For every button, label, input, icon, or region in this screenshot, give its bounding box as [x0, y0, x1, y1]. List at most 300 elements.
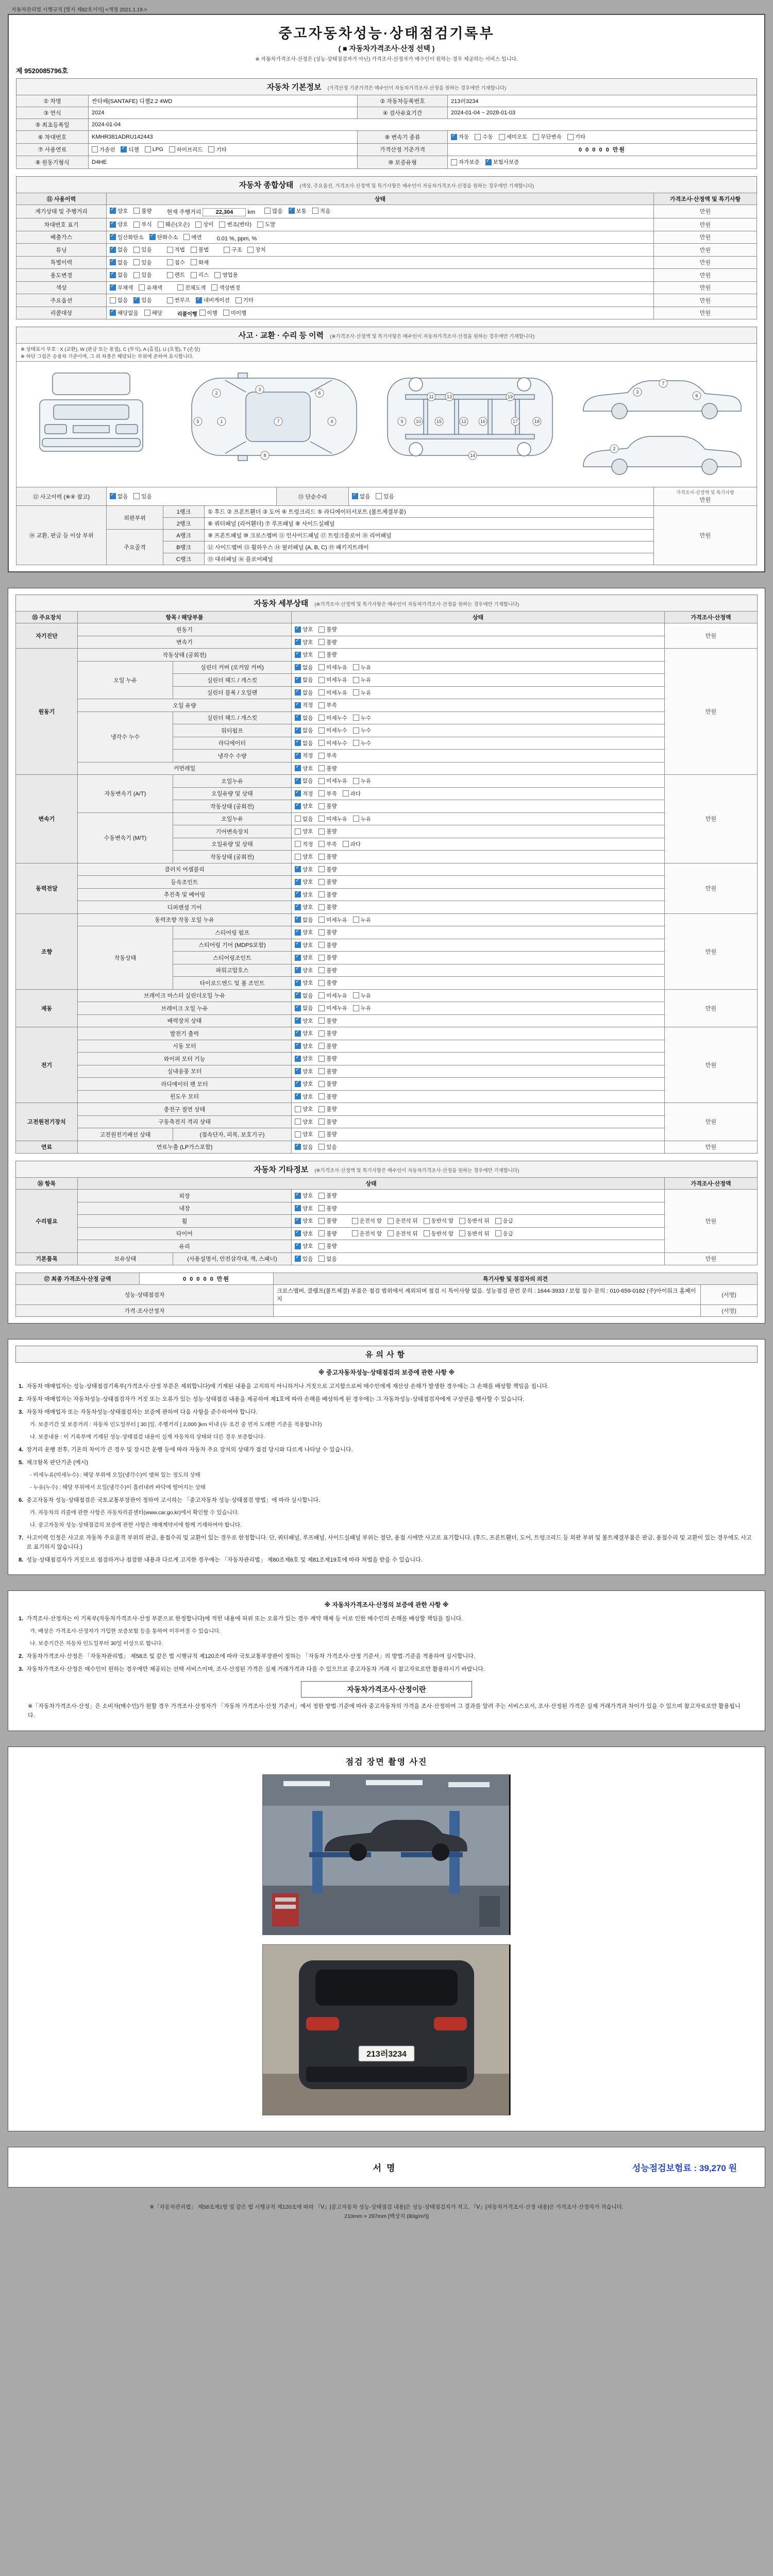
checkbox-option[interactable]: [318, 689, 347, 697]
checkbox[interactable]: [567, 134, 574, 140]
checkbox[interactable]: [167, 272, 173, 278]
checkbox[interactable]: [295, 828, 301, 835]
checkbox[interactable]: [295, 942, 301, 948]
checkbox-option[interactable]: [318, 802, 337, 810]
checkbox[interactable]: [318, 702, 325, 708]
checkbox[interactable]: [318, 1230, 325, 1236]
checkbox-option[interactable]: [495, 1217, 513, 1225]
checkbox-option[interactable]: [295, 1004, 313, 1012]
checkbox-option[interactable]: [485, 158, 519, 166]
checkbox[interactable]: [196, 297, 202, 303]
checkbox-option[interactable]: [196, 296, 230, 304]
checkbox-option[interactable]: [376, 493, 394, 500]
checkbox-option[interactable]: [219, 221, 251, 228]
checkbox[interactable]: [295, 854, 301, 860]
checkbox-option[interactable]: [144, 309, 162, 317]
checkbox-option[interactable]: [353, 739, 371, 747]
checkbox-option[interactable]: [295, 941, 313, 949]
checkbox[interactable]: [133, 493, 140, 499]
checkbox[interactable]: [318, 778, 325, 784]
checkbox-option[interactable]: [110, 309, 139, 317]
checkbox[interactable]: [353, 715, 359, 721]
checkbox[interactable]: [318, 1005, 325, 1011]
checkbox[interactable]: [318, 854, 325, 860]
checkbox-option[interactable]: [133, 221, 152, 228]
checkbox[interactable]: [318, 1144, 325, 1150]
checkbox[interactable]: [295, 816, 301, 822]
checkbox-option[interactable]: [295, 903, 313, 911]
checkbox-option[interactable]: [318, 1192, 337, 1199]
checkbox-option[interactable]: [353, 1004, 371, 1012]
checkbox[interactable]: [177, 284, 183, 291]
checkbox[interactable]: [295, 917, 301, 923]
checkbox-option[interactable]: [318, 1255, 337, 1263]
checkbox[interactable]: [353, 727, 359, 734]
checkbox-option[interactable]: [353, 777, 371, 785]
checkbox-option[interactable]: [295, 1067, 313, 1075]
checkbox-option[interactable]: [318, 891, 337, 899]
checkbox[interactable]: [459, 1230, 465, 1236]
checkbox[interactable]: [451, 159, 457, 165]
checkbox[interactable]: [158, 222, 164, 228]
checkbox[interactable]: [295, 1230, 301, 1236]
checkbox-option[interactable]: [295, 625, 313, 633]
checkbox[interactable]: [247, 247, 254, 253]
checkbox-option[interactable]: [318, 840, 337, 848]
checkbox-option[interactable]: [295, 815, 313, 823]
checkbox-option[interactable]: [133, 296, 152, 304]
checkbox[interactable]: [318, 715, 325, 721]
checkbox[interactable]: [110, 259, 116, 265]
checkbox[interactable]: [295, 1256, 301, 1262]
checkbox-option[interactable]: [459, 1230, 490, 1238]
checkbox-option[interactable]: [295, 992, 313, 999]
checkbox[interactable]: [149, 234, 156, 240]
checkbox-option[interactable]: [312, 207, 330, 215]
checkbox-option[interactable]: [295, 765, 313, 772]
checkbox-option[interactable]: [158, 221, 190, 228]
checkbox[interactable]: [295, 677, 301, 683]
checkbox-option[interactable]: [195, 221, 213, 228]
checkbox-option[interactable]: [318, 726, 347, 734]
checkbox[interactable]: [167, 247, 173, 253]
checkbox-option[interactable]: [388, 1217, 418, 1225]
checkbox[interactable]: [353, 917, 359, 923]
checkbox[interactable]: [295, 664, 301, 670]
checkbox-option[interactable]: [353, 992, 371, 999]
checkbox[interactable]: [318, 1256, 325, 1262]
checkbox-option[interactable]: [295, 676, 313, 684]
checkbox-option[interactable]: [167, 259, 185, 266]
checkbox[interactable]: [295, 1131, 301, 1138]
checkbox-option[interactable]: [318, 1093, 337, 1100]
checkbox-option[interactable]: [295, 1029, 313, 1037]
checkbox-option[interactable]: [352, 1230, 382, 1238]
checkbox[interactable]: [191, 259, 197, 265]
checkbox[interactable]: [376, 493, 382, 499]
checkbox[interactable]: [318, 689, 325, 696]
checkbox-option[interactable]: [318, 1029, 337, 1037]
checkbox[interactable]: [219, 222, 225, 228]
checkbox-option[interactable]: [191, 246, 209, 253]
checkbox-option[interactable]: [318, 790, 337, 798]
checkbox-option[interactable]: [318, 1055, 337, 1062]
checkbox[interactable]: [318, 1030, 325, 1037]
checkbox-option[interactable]: [295, 979, 313, 987]
checkbox[interactable]: [295, 1144, 301, 1150]
checkbox[interactable]: [295, 803, 301, 809]
checkbox[interactable]: [318, 955, 325, 961]
checkbox-option[interactable]: [353, 689, 371, 697]
checkbox-option[interactable]: [121, 146, 139, 154]
checkbox-option[interactable]: [318, 992, 347, 999]
checkbox-option[interactable]: [295, 840, 313, 848]
checkbox-option[interactable]: [169, 146, 203, 154]
checkbox-option[interactable]: [295, 739, 313, 747]
checkbox[interactable]: [495, 1230, 501, 1236]
checkbox[interactable]: [295, 1218, 301, 1224]
checkbox[interactable]: [199, 310, 206, 316]
checkbox-option[interactable]: [295, 701, 313, 709]
checkbox-option[interactable]: [295, 916, 313, 924]
checkbox[interactable]: [352, 1218, 358, 1224]
checkbox[interactable]: [353, 778, 359, 784]
checkbox[interactable]: [295, 715, 301, 721]
checkbox-option[interactable]: [318, 1118, 337, 1126]
checkbox[interactable]: [312, 208, 318, 214]
checkbox-option[interactable]: [295, 891, 313, 899]
checkbox-option[interactable]: [295, 1042, 313, 1050]
checkbox-option[interactable]: [295, 802, 313, 810]
checkbox[interactable]: [236, 297, 242, 303]
checkbox[interactable]: [295, 702, 301, 708]
checkbox[interactable]: [318, 677, 325, 683]
checkbox[interactable]: [133, 272, 140, 278]
checkbox-option[interactable]: [318, 916, 347, 924]
checkbox-option[interactable]: [451, 133, 469, 141]
checkbox-option[interactable]: [318, 954, 337, 961]
checkbox[interactable]: [295, 1030, 301, 1037]
checkbox-option[interactable]: [318, 651, 337, 658]
checkbox-option[interactable]: [318, 1042, 337, 1050]
checkbox-option[interactable]: [145, 146, 163, 152]
checkbox-option[interactable]: [224, 246, 242, 253]
checkbox[interactable]: [318, 917, 325, 923]
checkbox-option[interactable]: [295, 1242, 313, 1250]
checkbox-option[interactable]: [149, 233, 178, 241]
checkbox-option[interactable]: [318, 676, 347, 684]
checkbox-option[interactable]: [208, 146, 226, 154]
checkbox[interactable]: [133, 222, 140, 228]
checkbox[interactable]: [318, 828, 325, 835]
checkbox-option[interactable]: [110, 271, 128, 279]
checkbox[interactable]: [318, 727, 325, 734]
checkbox-option[interactable]: [424, 1230, 454, 1238]
checkbox-option[interactable]: [295, 1130, 313, 1138]
checkbox[interactable]: [214, 272, 221, 278]
checkbox[interactable]: [318, 803, 325, 809]
checkbox[interactable]: [343, 841, 349, 847]
checkbox[interactable]: [388, 1218, 394, 1224]
checkbox[interactable]: [110, 493, 116, 499]
checkbox-option[interactable]: [167, 246, 185, 253]
checkbox[interactable]: [223, 310, 229, 316]
checkbox-option[interactable]: [318, 967, 337, 974]
checkbox-option[interactable]: [295, 967, 313, 974]
checkbox-option[interactable]: [318, 941, 337, 949]
checkbox[interactable]: [110, 284, 116, 291]
checkbox-option[interactable]: [343, 790, 361, 798]
checkbox-option[interactable]: [318, 664, 347, 671]
checkbox[interactable]: [295, 929, 301, 936]
checkbox-option[interactable]: [318, 1217, 337, 1225]
checkbox[interactable]: [145, 146, 151, 152]
checkbox-option[interactable]: [499, 133, 528, 141]
checkbox-option[interactable]: [318, 878, 337, 886]
checkbox[interactable]: [318, 904, 325, 910]
checkbox-option[interactable]: [459, 1217, 490, 1225]
checkbox-option[interactable]: [533, 133, 562, 141]
checkbox-option[interactable]: [295, 664, 313, 671]
checkbox-option[interactable]: [318, 777, 347, 785]
checkbox[interactable]: [318, 652, 325, 658]
checkbox[interactable]: [318, 1118, 325, 1125]
checkbox-option[interactable]: [318, 1242, 337, 1250]
checkbox-option[interactable]: [223, 309, 246, 317]
checkbox[interactable]: [343, 790, 349, 796]
checkbox-option[interactable]: [318, 903, 337, 911]
checkbox[interactable]: [318, 816, 325, 822]
checkbox[interactable]: [195, 222, 201, 228]
checkbox-option[interactable]: [295, 1093, 313, 1100]
checkbox[interactable]: [318, 626, 325, 633]
checkbox-option[interactable]: [295, 638, 313, 646]
checkbox[interactable]: [318, 1106, 325, 1112]
checkbox[interactable]: [318, 1193, 325, 1199]
checkbox-option[interactable]: [110, 233, 144, 241]
checkbox[interactable]: [110, 208, 116, 214]
checkbox-option[interactable]: [295, 1205, 313, 1212]
checkbox[interactable]: [167, 297, 173, 303]
checkbox-option[interactable]: [264, 207, 282, 215]
checkbox[interactable]: [495, 1218, 501, 1224]
checkbox-option[interactable]: [295, 777, 313, 785]
checkbox-option[interactable]: [183, 233, 201, 241]
checkbox-option[interactable]: [353, 815, 371, 823]
checkbox[interactable]: [353, 677, 359, 683]
checkbox-option[interactable]: [353, 664, 371, 671]
checkbox[interactable]: [318, 992, 325, 998]
checkbox[interactable]: [110, 297, 116, 303]
checkbox[interactable]: [295, 992, 301, 998]
checkbox-option[interactable]: [133, 259, 152, 266]
checkbox[interactable]: [121, 146, 127, 152]
checkbox-option[interactable]: [318, 1230, 337, 1238]
checkbox-option[interactable]: [191, 259, 209, 266]
checkbox[interactable]: [318, 639, 325, 645]
checkbox-option[interactable]: [295, 827, 313, 835]
checkbox-option[interactable]: [167, 296, 190, 304]
checkbox[interactable]: [110, 234, 116, 240]
checkbox-option[interactable]: [318, 1067, 337, 1075]
checkbox-option[interactable]: [318, 853, 337, 860]
checkbox[interactable]: [318, 740, 325, 746]
checkbox-option[interactable]: [295, 1105, 313, 1113]
checkbox-option[interactable]: [318, 1130, 337, 1138]
checkbox[interactable]: [318, 866, 325, 872]
checkbox[interactable]: [264, 208, 271, 214]
checkbox[interactable]: [208, 146, 214, 152]
checkbox-option[interactable]: [318, 979, 337, 987]
checkbox[interactable]: [295, 639, 301, 645]
checkbox[interactable]: [295, 778, 301, 784]
checkbox-option[interactable]: [295, 689, 313, 697]
checkbox-option[interactable]: [318, 1143, 337, 1151]
checkbox[interactable]: [353, 689, 359, 696]
checkbox[interactable]: [295, 689, 301, 696]
checkbox[interactable]: [133, 208, 140, 214]
checkbox[interactable]: [295, 980, 301, 986]
checkbox-option[interactable]: [451, 158, 480, 166]
checkbox[interactable]: [211, 284, 217, 291]
checkbox-option[interactable]: [567, 133, 585, 141]
checkbox-option[interactable]: [295, 1055, 313, 1062]
checkbox[interactable]: [353, 740, 359, 746]
checkbox-option[interactable]: [318, 866, 337, 873]
checkbox[interactable]: [352, 1230, 358, 1236]
checkbox[interactable]: [295, 904, 301, 910]
checkbox-option[interactable]: [295, 1230, 313, 1238]
checkbox-option[interactable]: [167, 271, 185, 279]
checkbox-option[interactable]: [295, 1118, 313, 1126]
checkbox[interactable]: [295, 790, 301, 796]
checkbox-option[interactable]: [295, 1255, 313, 1263]
checkbox-option[interactable]: [295, 714, 313, 722]
checkbox[interactable]: [183, 234, 190, 240]
checkbox[interactable]: [295, 1093, 301, 1099]
checkbox-option[interactable]: [318, 752, 337, 759]
checkbox-option[interactable]: [110, 259, 128, 266]
checkbox[interactable]: [169, 146, 175, 152]
checkbox-option[interactable]: [199, 309, 217, 317]
checkbox[interactable]: [352, 493, 358, 499]
checkbox[interactable]: [133, 297, 140, 303]
checkbox[interactable]: [295, 891, 301, 897]
checkbox-option[interactable]: [318, 638, 337, 646]
checkbox-option[interactable]: [295, 1143, 313, 1151]
checkbox-option[interactable]: [318, 701, 337, 709]
checkbox[interactable]: [318, 1243, 325, 1249]
checkbox-option[interactable]: [257, 221, 275, 228]
checkbox-option[interactable]: [318, 765, 337, 772]
checkbox[interactable]: [295, 740, 301, 746]
checkbox[interactable]: [459, 1218, 465, 1224]
checkbox[interactable]: [318, 1093, 325, 1099]
checkbox-option[interactable]: [214, 271, 238, 279]
checkbox[interactable]: [295, 753, 301, 759]
checkbox-option[interactable]: [295, 1017, 313, 1025]
checkbox-option[interactable]: [295, 853, 313, 860]
checkbox[interactable]: [295, 765, 301, 771]
checkbox[interactable]: [224, 247, 230, 253]
checkbox[interactable]: [295, 1081, 301, 1087]
checkbox[interactable]: [295, 1118, 301, 1125]
checkbox[interactable]: [318, 765, 325, 771]
checkbox[interactable]: [139, 284, 145, 291]
checkbox[interactable]: [191, 247, 197, 253]
checkbox-option[interactable]: [353, 676, 371, 684]
checkbox-option[interactable]: [139, 284, 162, 292]
checkbox[interactable]: [499, 134, 505, 140]
checkbox[interactable]: [318, 790, 325, 796]
checkbox[interactable]: [318, 841, 325, 847]
checkbox-option[interactable]: [295, 954, 313, 961]
checkbox-option[interactable]: [211, 284, 240, 292]
checkbox[interactable]: [318, 967, 325, 973]
checkbox-option[interactable]: [495, 1230, 513, 1238]
checkbox[interactable]: [318, 1081, 325, 1087]
checkbox[interactable]: [295, 1205, 301, 1211]
checkbox[interactable]: [485, 159, 492, 165]
checkbox-option[interactable]: [295, 1192, 313, 1199]
checkbox[interactable]: [318, 1218, 325, 1224]
checkbox-option[interactable]: [110, 284, 133, 292]
checkbox-option[interactable]: [318, 1105, 337, 1113]
checkbox[interactable]: [295, 1005, 301, 1011]
checkbox-option[interactable]: [318, 1205, 337, 1212]
checkbox-option[interactable]: [133, 271, 152, 279]
checkbox[interactable]: [353, 992, 359, 998]
checkbox[interactable]: [295, 652, 301, 658]
checkbox-option[interactable]: [318, 625, 337, 633]
checkbox[interactable]: [133, 259, 140, 265]
checkbox-option[interactable]: [110, 207, 128, 215]
checkbox-option[interactable]: [110, 493, 128, 500]
checkbox[interactable]: [451, 134, 457, 140]
checkbox[interactable]: [110, 272, 116, 278]
checkbox[interactable]: [110, 247, 116, 253]
checkbox[interactable]: [295, 866, 301, 872]
checkbox-option[interactable]: [318, 827, 337, 835]
checkbox[interactable]: [318, 1131, 325, 1138]
checkbox-option[interactable]: [352, 493, 370, 500]
checkbox[interactable]: [295, 626, 301, 633]
checkbox[interactable]: [533, 134, 539, 140]
checkbox[interactable]: [257, 222, 263, 228]
checkbox-option[interactable]: [247, 246, 265, 253]
checkbox[interactable]: [295, 1193, 301, 1199]
checkbox[interactable]: [295, 1068, 301, 1074]
checkbox-option[interactable]: [295, 752, 313, 759]
checkbox[interactable]: [318, 879, 325, 885]
checkbox-option[interactable]: [236, 296, 254, 304]
checkbox-option[interactable]: [353, 726, 371, 734]
checkbox-option[interactable]: [110, 296, 128, 304]
checkbox-option[interactable]: [92, 146, 115, 154]
checkbox[interactable]: [424, 1230, 430, 1236]
checkbox[interactable]: [318, 664, 325, 670]
checkbox-option[interactable]: [353, 916, 371, 924]
checkbox[interactable]: [475, 134, 481, 140]
checkbox-option[interactable]: [110, 246, 128, 253]
checkbox-option[interactable]: [295, 928, 313, 936]
checkbox[interactable]: [167, 259, 173, 265]
checkbox[interactable]: [318, 753, 325, 759]
checkbox-option[interactable]: [133, 246, 152, 253]
checkbox-option[interactable]: [318, 1017, 337, 1025]
checkbox-option[interactable]: [318, 1080, 337, 1088]
checkbox-option[interactable]: [289, 207, 307, 215]
